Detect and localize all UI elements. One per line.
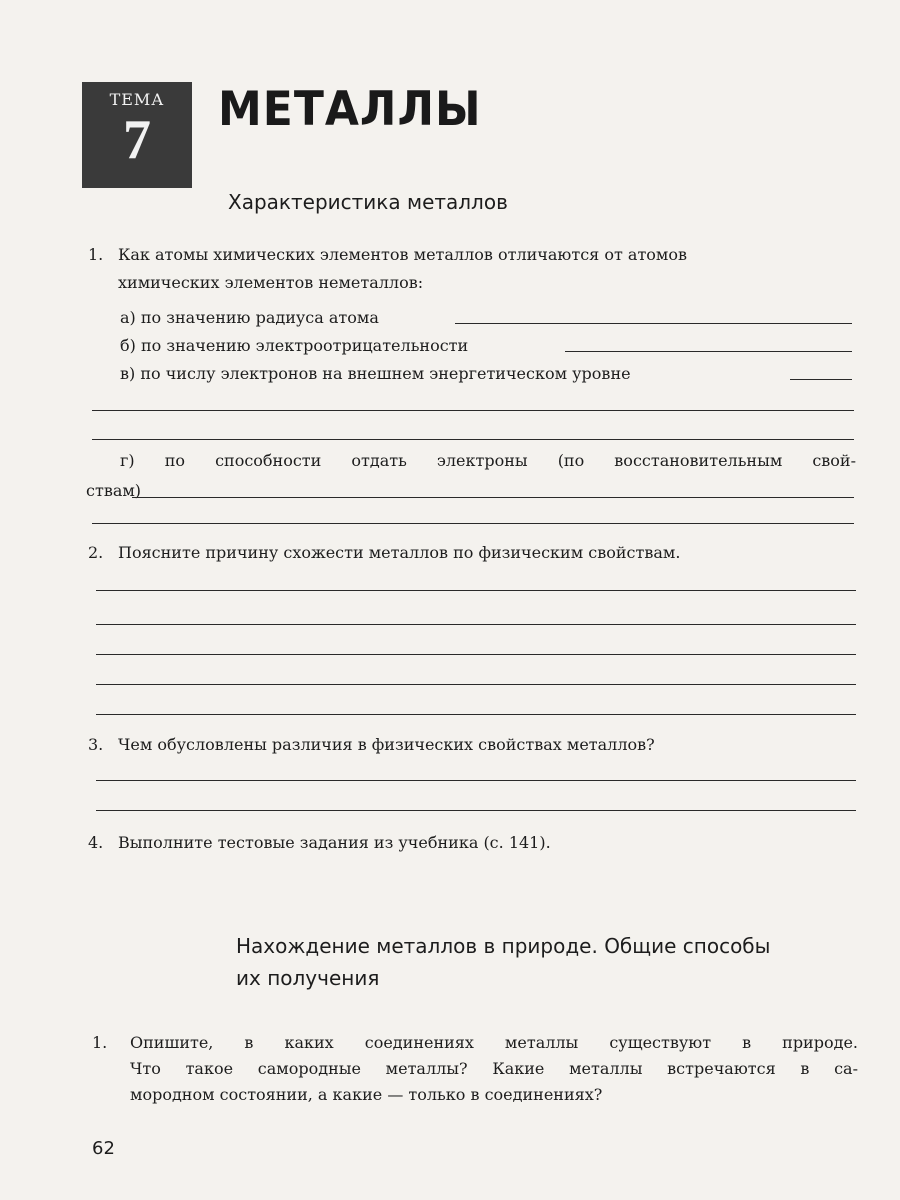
question-1-line2: химических элементов неметаллов: [118,273,424,292]
answer-line-b[interactable] [565,351,852,352]
question-text: Чем обусловлены различия в физических свойствах металлов? [118,735,655,754]
answer-line-d1[interactable] [132,497,854,498]
question-text-line1: Как атомы химических элементов металлов отличаются от атомов [118,245,688,264]
question-number: 2. [88,543,104,562]
answer-line-c2[interactable] [92,410,854,411]
answer-line-q2-1[interactable] [96,590,856,591]
question-text: Выполните тестовые задания из учебника (с. 141). [118,833,551,852]
answer-line-q2-4[interactable] [96,684,856,685]
question-text-line1: Опишите, в каких соединениях металлы существуют в природе. [130,1033,858,1052]
answer-b-label: б) по значению электроотрицательности [120,336,469,355]
question-4 [88,830,551,856]
page-number: 62 [92,1138,115,1159]
answer-line-a[interactable] [455,323,852,324]
answer-line-d2[interactable] [92,523,854,524]
section-title-occurrence-line2: их получения [236,966,380,990]
topic-number: 7 [123,109,151,171]
answer-line-q2-3[interactable] [96,654,856,655]
answer-c-label: в) по числу электронов на внешнем энергетическом уровне [120,364,631,383]
section2-question-1-line2: Что такое самородные металлы? Какие металлы встречаются в са- [130,1059,858,1078]
answer-line-c3[interactable] [92,439,854,440]
question-number: 1. [92,1033,108,1052]
question-number: 1. [88,245,104,264]
topic-badge [82,82,192,188]
question-3 [88,732,655,758]
answer-line-q2-2[interactable] [96,624,856,625]
section2-question-1 [92,1030,858,1056]
section-title-occurrence-line1: Нахождение металлов в природе. Общие способы [236,934,771,958]
section2-question-1-line3: мородном состоянии, а какие — только в соединениях? [130,1085,603,1104]
answer-d-label: г) по способности отдать электроны (по восстановительным свой- [120,451,856,470]
section-title-characteristics: Характеристика металлов [228,190,508,214]
answer-line-q3-2[interactable] [96,810,856,811]
question-text: Поясните причину схожести металлов по физическим свойствам. [118,543,681,562]
answer-line-q3-1[interactable] [96,780,856,781]
question-number: 4. [88,833,104,852]
topic-label: ТЕМА [109,90,165,109]
answer-line-q2-5[interactable] [96,714,856,715]
answer-d-label-line2: ствам) [86,481,142,500]
chapter-title: МЕТАЛЛЫ [218,82,482,138]
question-number: 3. [88,735,104,754]
answer-a-label: а) по значению радиуса атома [120,308,379,327]
answer-line-c1[interactable] [790,379,852,380]
question-2 [88,540,680,566]
question-1 [88,242,858,268]
